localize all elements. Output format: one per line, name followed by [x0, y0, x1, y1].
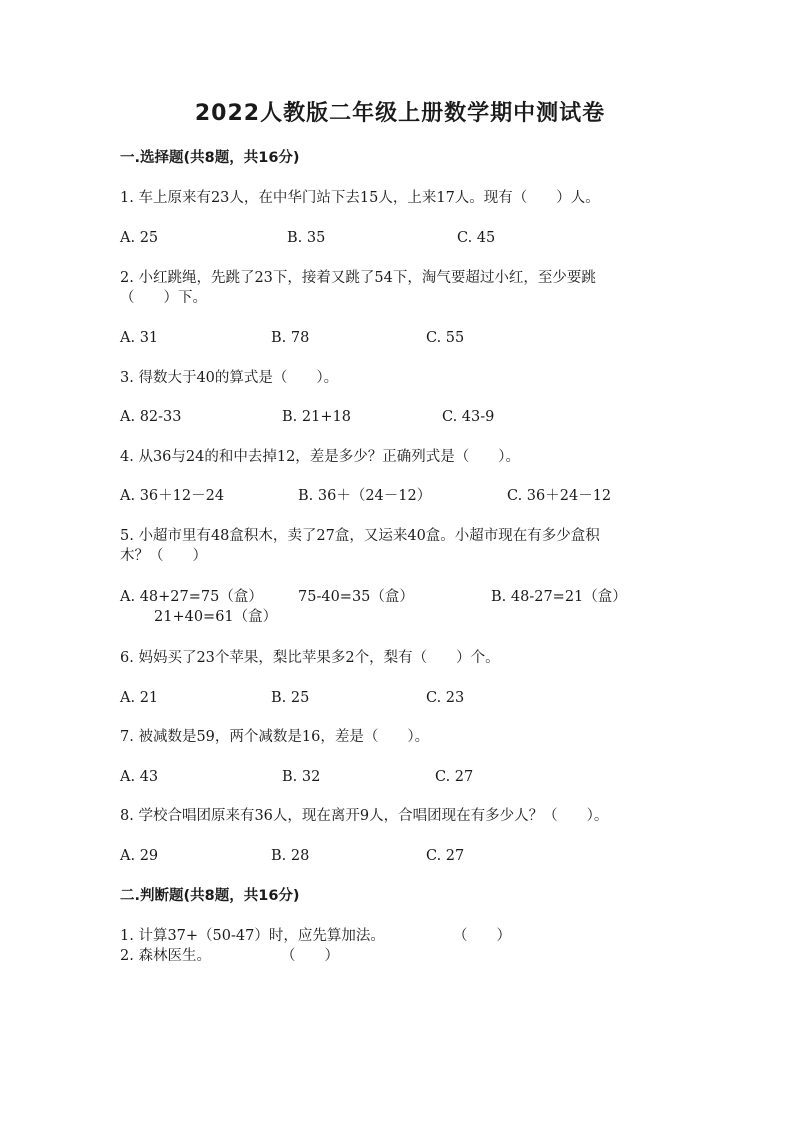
question-2-text: 2. 小红跳绳，先跳了23下，接着又跳了54下，淘气要超过小红，至少要跳	[120, 270, 596, 286]
question-4-option-c[interactable]: C. 36＋24－12	[507, 488, 612, 504]
question-5-option-b-cont: 21+40=61（盒）	[154, 609, 278, 625]
section-heading-judge: 二.判断题(共8题，共16分)	[120, 888, 300, 904]
question-2-option-b[interactable]: B. 78	[271, 330, 310, 346]
question-5-option-b[interactable]: B. 48-27=21（盒）	[491, 589, 627, 605]
question-3-option-b[interactable]: B. 21+18	[282, 409, 351, 425]
question-7-option-b[interactable]: B. 32	[282, 769, 321, 785]
question-5-text: 5. 小超市里有48盒积木，卖了27盒，又运来40盒。小超市现在有多少盒积	[120, 528, 600, 544]
question-6-option-a[interactable]: A. 21	[120, 690, 159, 706]
question-3-option-a[interactable]: A. 82-33	[120, 409, 182, 425]
page-title: 2022人教版二年级上册数学期中测试卷	[194, 101, 606, 126]
question-7-text: 7. 被减数是59，两个减数是16，差是（ ）。	[120, 729, 430, 745]
judge-item-1-blank[interactable]: （ ）	[453, 928, 511, 944]
question-8-option-c[interactable]: C. 27	[426, 848, 465, 864]
question-7-option-a[interactable]: A. 43	[120, 769, 159, 785]
question-5-option-a-cont: 75-40=35（盒）	[298, 589, 414, 605]
question-8-text: 8. 学校合唱团原来有36人，现在离开9人，合唱团现在有多少人？（ ）。	[120, 808, 609, 824]
question-6-option-b[interactable]: B. 25	[271, 690, 310, 706]
judge-item-1-text: 1. 计算37+（50-47）时，应先算加法。	[120, 928, 385, 944]
question-1-option-b[interactable]: B. 35	[287, 230, 326, 246]
judge-item-2-blank[interactable]: （ ）	[281, 948, 339, 964]
question-8-option-a[interactable]: A. 29	[120, 848, 159, 864]
question-4-option-a[interactable]: A. 36＋12－24	[120, 488, 225, 504]
question-5-text-cont: 木？（ ）	[120, 548, 207, 564]
question-1-option-c[interactable]: C. 45	[457, 230, 496, 246]
question-6-option-c[interactable]: C. 23	[426, 690, 465, 706]
question-5-option-a[interactable]: A. 48+27=75（盒）	[120, 589, 263, 605]
question-1-option-a[interactable]: A. 25	[120, 230, 159, 246]
question-6-text: 6. 妈妈买了23个苹果，梨比苹果多2个，梨有（ ）个。	[120, 650, 500, 666]
question-4-option-b[interactable]: B. 36＋（24－12）	[298, 488, 432, 504]
question-3-text: 3. 得数大于40的算式是（ ）。	[120, 370, 339, 386]
question-4-text: 4. 从36与24的和中去掉12，差是多少？正确列式是（ ）。	[120, 449, 521, 465]
question-2-option-c[interactable]: C. 55	[426, 330, 465, 346]
question-1-text: 1. 车上原来有23人，在中华门站下去15人，上来17人。现有（ ）人。	[120, 190, 600, 206]
question-3-option-c[interactable]: C. 43-9	[442, 409, 495, 425]
question-7-option-c[interactable]: C. 27	[435, 769, 474, 785]
question-2-option-a[interactable]: A. 31	[120, 330, 159, 346]
judge-item-2-text: 2. 森林医生。	[120, 948, 211, 964]
section-heading-choice: 一.选择题(共8题，共16分)	[120, 150, 300, 166]
question-2-text-cont: （ ）下。	[120, 290, 207, 306]
question-8-option-b[interactable]: B. 28	[271, 848, 310, 864]
